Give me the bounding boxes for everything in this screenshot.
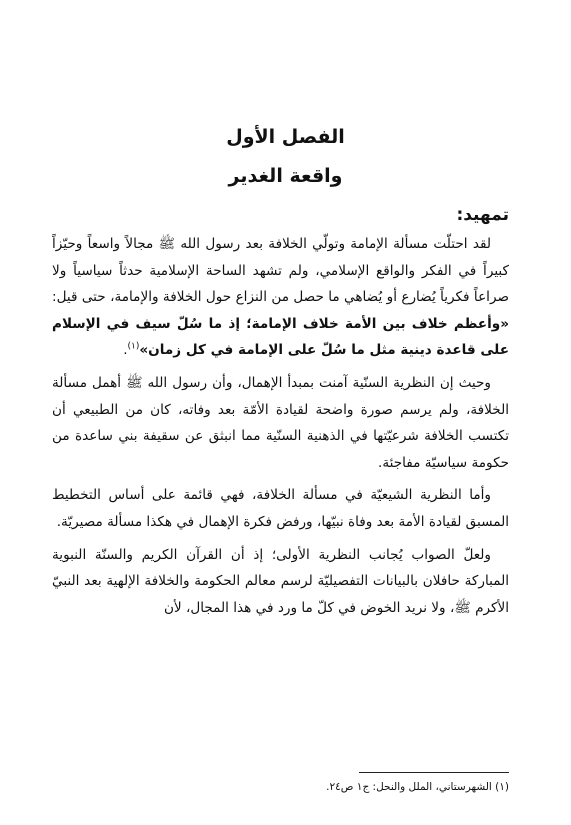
- chapter-subtitle: واقعة الغدير: [228, 165, 343, 187]
- paragraph-1-end: .: [123, 342, 128, 359]
- body-text: [52, 231, 509, 627]
- paragraph-1: [52, 231, 509, 364]
- chapter-title: الفصل الأول: [226, 126, 345, 148]
- paragraph-1-quote: «وأعظم خلاف بين الأمة خلاف الإمامة؛ إذ ما سُلّ سيف في الإسلام على قاعدة دينية مثل ما سُلّ على الإمامة في كل زمان»: [52, 315, 509, 359]
- footnote-1: (١) الشهرستاني، الملل والنحل: ج١ ص٢٤.: [326, 781, 509, 793]
- section-heading: تمهيد:: [456, 205, 509, 225]
- footnote-ref-1: (١): [127, 341, 140, 352]
- footnote-divider: [359, 772, 509, 773]
- paragraph-4: ولعلّ الصواب يُجانب النظرية الأولى؛ إذ أن القرآن الكريم والسنّة النبوية المباركة حافلان بالبيانات التفصيليّة لرسم معالم الحكومة والخلافة الإلهية بعد النبيّ الأكرم ﷺ، ولا نريد الخوض في كلّ ما ورد في هذا المجال، لأن: [52, 546, 509, 616]
- paragraph-1-text: لقد احتلّت مسألة الإمامة وتولّي الخلافة بعد رسول الله ﷺ مجالاً واسعاً وحيّزاً كبيراً في الفكر والواقع الإسلامي، ولم تشهد الساحة الإسلامية حدثاً سياسياً ولا صراعاً فكرياً يُضارع أو يُضاهي ما حصل من النزاع حول الخلافة والإمامة، حتى قيل:: [52, 236, 509, 306]
- paragraph-2: وحيث إن النظرية السنّية آمنت بمبدأ الإهمال، وأن رسول الله ﷺ أهمل مسألة الخلافة، ولم يرسم صورة واضحة لقيادة الأمّة بعد وفاته، كان من الطبيعي أن تكتسب الخلافة شرعيّتها في الذهنية السنّية مما انبثق عن سقيفة بني ساعدة من حكومة سياسيّة مفاجئة.: [52, 374, 509, 471]
- paragraph-3: وأما النظرية الشيعيّة في مسألة الخلافة، فهي قائمة على أساس التخطيط المسبق لقيادة الأمة بعد وفاة نبيّها، ورفض فكرة الإهمال في هكذا مسألة مصيريّة.: [52, 487, 509, 530]
